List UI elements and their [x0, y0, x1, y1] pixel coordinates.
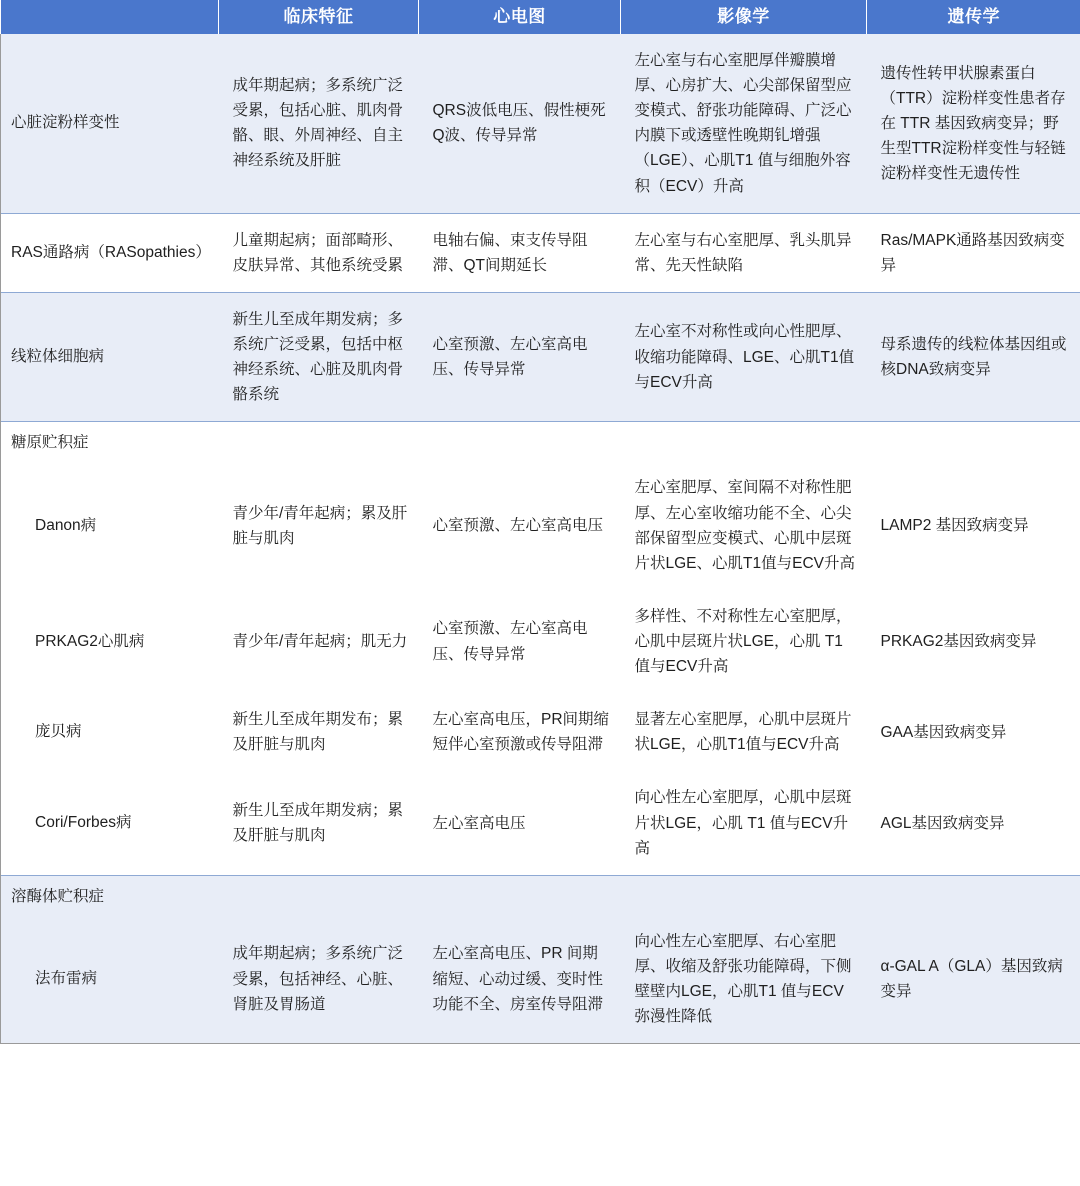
row-disease-name: Danon病	[1, 461, 219, 589]
row-cell-clinical: 青少年/青年起病；累及肝脏与肌肉	[219, 461, 419, 589]
row-cell-ecg: 心室预激、左心室高电压、传导异常	[419, 590, 621, 693]
row-cell-clinical: 新生儿至成年期发病；累及肝脏与肌肉	[219, 771, 419, 875]
row-cell-genetics: AGL基因致病变异	[867, 771, 1080, 875]
row-cell-imaging: 多样性、不对称性左心室肥厚，心肌中层斑片状LGE，心肌 T1 值与ECV升高	[621, 590, 867, 693]
row-cell-genetics: GAA基因致病变异	[867, 693, 1080, 771]
row-cell-genetics: 遗传性转甲状腺素蛋白（TTR）淀粉样变性患者存在 TTR 基因致病变异；野生型TTR淀粉样变性与轻链淀粉样变性无遗传性	[867, 34, 1080, 213]
column-header-genetics: 遗传学	[867, 0, 1080, 34]
table-body	[1, 34, 1080, 1044]
column-header-disease	[1, 0, 219, 34]
row-cell-imaging: 左心室不对称性或向心性肥厚、收缩功能障碍、LGE、心肌T1值与ECV升高	[621, 292, 867, 421]
row-cell-clinical: 新生儿至成年期发病；多系统广泛受累，包括中枢神经系统、心脏及肌肉骨骼系统	[219, 292, 419, 421]
row-cell-imaging: 左心室肥厚、室间隔不对称性肥厚、左心室收缩功能不全、心尖部保留型应变模式、心肌中层斑片状LGE、心肌T1值与ECV升高	[621, 461, 867, 589]
row-cell-genetics: 母系遗传的线粒体基因组或核DNA致病变异	[867, 292, 1080, 421]
row-disease-name: PRKAG2心肌病	[1, 590, 219, 693]
row-cell-ecg: 左心室高电压	[419, 771, 621, 875]
row-cell-imaging: 左心室与右心室肥厚、乳头肌异常、先天性缺陷	[621, 213, 867, 292]
table-section-header-row	[1, 875, 1080, 915]
row-disease-name: 心脏淀粉样变性	[1, 34, 219, 213]
row-cell-genetics: Ras/MAPK通路基因致病变异	[867, 213, 1080, 292]
row-cell-genetics: PRKAG2基因致病变异	[867, 590, 1080, 693]
section-header-label: 糖原贮积症	[1, 422, 1080, 462]
table-row	[1, 461, 1080, 589]
row-cell-clinical: 新生儿至成年期发布；累及肝脏与肌肉	[219, 693, 419, 771]
row-cell-imaging: 显著左心室肥厚，心肌中层斑片状LGE，心肌T1值与ECV升高	[621, 693, 867, 771]
table-row	[1, 213, 1080, 292]
row-disease-name: RAS通路病（RASopathies）	[1, 213, 219, 292]
row-cell-genetics: α-GAL A（GLA）基因致病变异	[867, 915, 1080, 1044]
table-row	[1, 771, 1080, 875]
column-header-clinical-features: 临床特征	[219, 0, 419, 34]
row-cell-imaging: 左心室与右心室肥厚伴瓣膜增厚、心房扩大、心尖部保留型应变模式、舒张功能障碍、广泛心内膜下或透壁性晚期钆增强（LGE）、心肌T1 值与细胞外容积（ECV）升高	[621, 34, 867, 213]
row-cell-imaging: 向心性左心室肥厚，心肌中层斑片状LGE，心肌 T1 值与ECV升高	[621, 771, 867, 875]
section-header-label: 溶酶体贮积症	[1, 875, 1080, 915]
row-cell-genetics: LAMP2 基因致病变异	[867, 461, 1080, 589]
table-row	[1, 590, 1080, 693]
table-header-row	[1, 0, 1080, 34]
table-header	[1, 0, 1080, 34]
table-row	[1, 34, 1080, 213]
row-cell-clinical: 成年期起病；多系统广泛受累，包括神经、心脏、肾脏及胃肠道	[219, 915, 419, 1044]
row-cell-ecg: 左心室高电压、PR 间期缩短、心动过缓、变时性功能不全、房室传导阻滞	[419, 915, 621, 1044]
column-header-imaging: 影像学	[621, 0, 867, 34]
table-row	[1, 693, 1080, 771]
row-disease-name: Cori/Forbes病	[1, 771, 219, 875]
row-cell-clinical: 成年期起病；多系统广泛受累，包括心脏、肌肉骨骼、眼、外周神经、自主神经系统及肝脏	[219, 34, 419, 213]
row-cell-imaging: 向心性左心室肥厚、右心室肥厚、收缩及舒张功能障碍，下侧壁壁内LGE，心肌T1 值与ECV弥漫性降低	[621, 915, 867, 1044]
row-cell-clinical: 青少年/青年起病；肌无力	[219, 590, 419, 693]
row-disease-name: 法布雷病	[1, 915, 219, 1044]
row-cell-ecg: QRS波低电压、假性梗死Q波、传导异常	[419, 34, 621, 213]
table-row	[1, 292, 1080, 421]
row-cell-ecg: 心室预激、左心室高电压、传导异常	[419, 292, 621, 421]
row-disease-name: 庞贝病	[1, 693, 219, 771]
row-cell-ecg: 电轴右偏、束支传导阻滞、QT间期延长	[419, 213, 621, 292]
column-header-ecg: 心电图	[419, 0, 621, 34]
table-row	[1, 915, 1080, 1044]
table-section-header-row	[1, 422, 1080, 462]
row-cell-ecg: 左心室高电压，PR间期缩短伴心室预激或传导阻滞	[419, 693, 621, 771]
row-cell-ecg: 心室预激、左心室高电压	[419, 461, 621, 589]
row-disease-name: 线粒体细胞病	[1, 292, 219, 421]
row-cell-clinical: 儿童期起病；面部畸形、皮肤异常、其他系统受累	[219, 213, 419, 292]
